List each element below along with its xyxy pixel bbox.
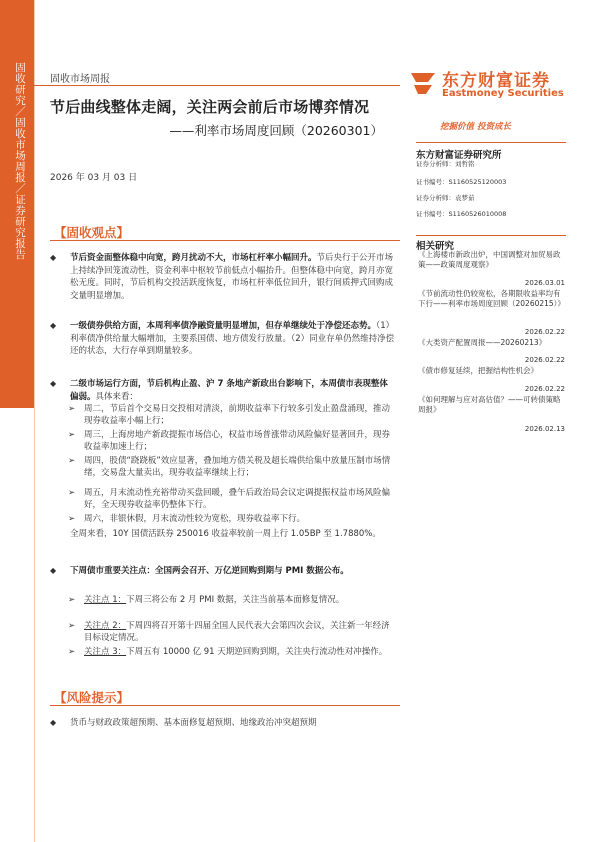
paragraph-lead: 二级市场运行方面，节后机构止盈、沪 7 条地产新政出台影响下，本周债市表现整体偏弱。: [70, 379, 388, 402]
slogan: 挖掘价值 投资成长: [440, 122, 511, 132]
paragraph-body: （1）利率债净供给量大幅增加，主要系国债、地方债发行放量。（2）同业存单仍然维持净偿还的状态，大行存单到期量较多。: [70, 321, 395, 356]
risk-text: 货币与财政政策超预期、基本面修复超预期、地缘政治冲突超预期: [70, 718, 317, 728]
section-divider: [50, 240, 400, 241]
header-divider: [34, 85, 400, 86]
focus-item: [68, 646, 393, 658]
view-paragraph-4: [50, 565, 395, 578]
related-date: 2026.02.13: [524, 425, 565, 433]
focus-label: 关注点 2：: [84, 621, 127, 631]
focus-text: 下周五有 10000 亿 91 天期逆回购到期，关注央行流动性对冲操作。: [126, 647, 388, 657]
analyst-line: 证书编号：S1160525120003: [416, 178, 507, 186]
paragraph-body: 具体来看：: [95, 391, 139, 402]
logo-mark-icon: [408, 68, 438, 98]
logo-en-text: Eastmoney Securities: [442, 88, 564, 99]
view-heading: 【固收观点】: [54, 225, 130, 240]
paragraph-lead: 节后资金面整体稳中向宽，跨月扰动不大，市场杠杆率小幅回升。: [70, 253, 317, 263]
diamond-bullet-icon: ◆: [50, 379, 57, 388]
daily-item: ➢ 周六，非银休假，月末流动性较为宽松，现券收益率下行。: [68, 514, 306, 524]
check-arrow-icon: ➢: [68, 430, 76, 440]
logo-cn-text: 东方财富证券: [442, 71, 550, 91]
related-date: 2026.02.22: [524, 385, 565, 393]
paragraph-body: 节后央行于公开市场上持续净回笼流动性，资金利率中枢较节前低点小幅抬升。但整体稳中向宽，跨月亦宽松无度。同时，节后机构交投活跃度恢复，市场杠杆率低位回升，银行间质押式回购成交量明显增加。: [70, 253, 394, 301]
daily-item: ➢ 周三，上海房地产新政提振市场信心，权益市场普涨带动风险偏好显著回升，现券收益率加速上行；: [68, 430, 391, 452]
check-arrow-icon: ➢: [68, 621, 76, 631]
sidebar-band: [0, 0, 34, 408]
diamond-bullet-icon: ◆: [50, 718, 57, 727]
daily-item: ➢ 周五，月末流动性充裕带动买盘回暖，叠午后政治局会议定调提振权益市场风险偏好，全天现券收益率仍整体下行。: [68, 488, 391, 510]
related-date: 2026.03.01: [524, 279, 565, 287]
daily-item: ➢ 周二，节后首个交易日交投相对清淡，前期收益率下行较多引发止盈盘涌现，推动现券收益率小幅上行；: [68, 404, 391, 426]
paragraph-lead: 一级债券供给方面，本周利率债净融资量明显增加，但存单继续处于净偿还态势。: [70, 321, 377, 331]
focus-item: [68, 620, 393, 644]
related-item[interactable]: 《节前流动性仍较宽松，各期限收益率均有下行——利率市场周度回顾（20260215）》: [418, 289, 565, 308]
check-arrow-icon: ➢: [68, 456, 76, 466]
section-divider: [50, 705, 400, 706]
related-date: 2026.02.22: [524, 356, 565, 364]
focus-label: 关注点 1：: [84, 595, 127, 605]
focus-text: 下周四将召开第十四届全国人民代表大会第四次会议，关注新一年经济目标设定情况。: [84, 621, 390, 643]
report-date: 2026 年 03 月 03 日: [50, 173, 138, 183]
sidebar-label: 固收研究／固收市场周报／证券研究报告: [14, 62, 26, 260]
risk-paragraph: [50, 717, 395, 730]
doc-type: 固收市场周报: [50, 74, 110, 85]
company-logo: [408, 66, 564, 111]
analyst-line: 证券分析师：刘哲铭: [416, 160, 475, 168]
related-item[interactable]: 《大类资产配置周报——20260213》: [418, 338, 547, 347]
risk-heading: 【风险提示】: [54, 690, 130, 705]
related-date: 2026.02.22: [524, 328, 565, 336]
paragraph-lead: 下周债市重要关注点：全国两会召开、万亿逆回购到期与 PMI 数据公布。: [70, 566, 349, 576]
related-item[interactable]: 《如何理解与应对高估值？——可转债策略周报》: [418, 395, 561, 414]
focus-item: [68, 594, 393, 606]
analyst-line: 证书编号：S1160526010008: [416, 210, 507, 218]
related-heading: 相关研究: [416, 235, 566, 252]
institute-name: 东方财富证券研究所: [416, 142, 566, 161]
page-title: 节后曲线整体走阔，关注两会前后市场博弈情况: [50, 98, 370, 116]
daily-item: ➢ 周四，股债“跷跷板”效应显著，叠加地方债关税及超长端供给集中放量压制市场情绪，交易盘大量卖出，现券收益率继续上行；: [68, 456, 391, 478]
check-arrow-icon: ➢: [68, 488, 76, 498]
diamond-bullet-icon: ◆: [50, 321, 57, 330]
diamond-bullet-icon: ◆: [50, 253, 57, 262]
focus-text: 下周三将公布 2 月 PMI 数据，关注当前基本面修复情况。: [126, 595, 345, 605]
view-paragraph-2: [50, 320, 395, 358]
diamond-bullet-icon: ◆: [50, 566, 57, 575]
view-paragraph-3: [50, 378, 395, 403]
check-arrow-icon: ➢: [68, 595, 76, 605]
analyst-line: 证券分析师：袁梦茹: [416, 194, 475, 202]
week-summary: 全周来看，10Y 国债活跃券 250016 收益率较前一周上行 1.05BP 至 1.7880%。: [70, 529, 381, 539]
focus-label: 关注点 3：: [84, 647, 127, 657]
related-item[interactable]: 《债市修复延续，把握结构性机会》: [418, 366, 538, 375]
page-subtitle: ——利率市场周度回顾（20260301）: [169, 123, 383, 138]
frame-line: [34, 0, 35, 842]
check-arrow-icon: ➢: [68, 404, 76, 414]
related-item[interactable]: 《上海楼市新政出炉，中国调整对加贸易政策——政策周度观察》: [418, 250, 561, 269]
check-arrow-icon: ➢: [68, 514, 76, 524]
check-arrow-icon: ➢: [68, 647, 76, 657]
view-paragraph-1: [50, 252, 395, 302]
